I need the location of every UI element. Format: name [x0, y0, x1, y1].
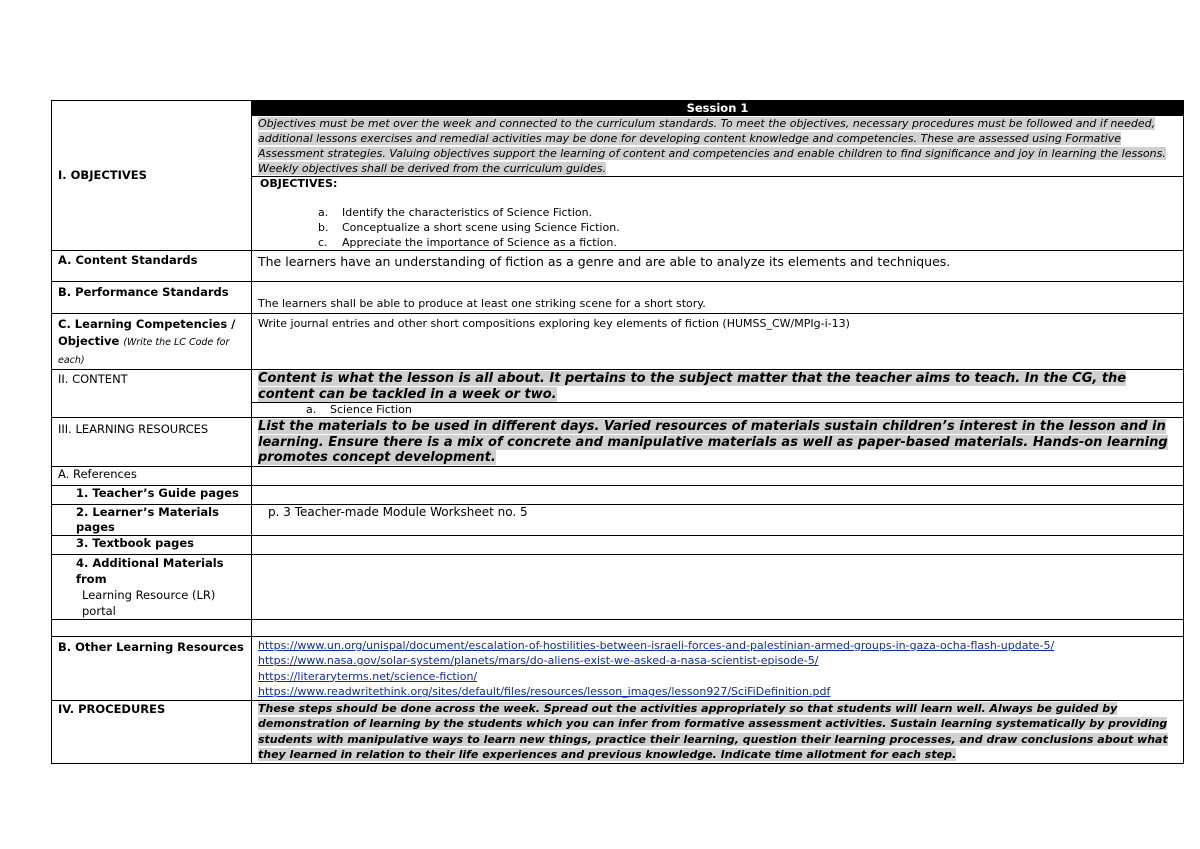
learning-resources-label: III. LEARNING RESOURCES	[52, 418, 252, 467]
procedures-intro-text: These steps should be done across the week. Spread out the activities appropriately so that students will learn well. Always be guided by demonstration of learning by the students which you can infer from formative assessment activities. Sustain learning systematically by providing students with manipulative ways to learn new things, practice their learning, question their learning processes, and draw conclusions about what they learned in relation to their life experiences and previous knowledge. Indicate time allotment for each step.	[258, 701, 1168, 761]
objective-item	[318, 205, 1177, 220]
content-standards-value: The learners have an understanding of fiction as a genre and are able to analyze its elements and techniques.	[252, 251, 1184, 282]
textbook-row	[52, 535, 1184, 554]
blank-value	[252, 619, 1184, 636]
objective-item	[318, 220, 1177, 235]
competencies-value: Write journal entries and other short compositions exploring key elements of fiction (HUMSS_CW/MPIg-i-13)	[252, 314, 1184, 370]
objectives-list-cell	[252, 177, 1184, 251]
resource-link[interactable]: https://literaryterms.net/science-fiction/	[258, 669, 478, 683]
learning-resources-row	[52, 418, 1184, 467]
objectives-intro-text: Objectives must be met over the week and connected to the curriculum standards. To meet the objectives, necessary procedures must be followed and if needed, additional lessons exercises and remedial activities may be done for developing content knowledge and competencies. These are assessed using Formative Assessment strategies. Valuing objectives support the learning of content and competencies and enable children to find significance and joy in learning the lessons. Weekly objectives shall be derived from the curriculum guides.	[258, 117, 1166, 175]
competencies-note: (Write the LC Code for each)	[58, 337, 230, 366]
procedures-label: IV. PROCEDURES	[52, 700, 252, 763]
content-intro-cell	[252, 370, 1184, 403]
references-value	[252, 466, 1184, 485]
lesson-plan-table	[51, 100, 1184, 764]
objective-marker: c.	[318, 236, 328, 249]
content-item-text: Science Fiction	[330, 403, 412, 416]
objective-marker: b.	[318, 221, 329, 234]
content-item-cell	[252, 403, 1184, 418]
content-item-marker: a.	[306, 403, 317, 416]
performance-standards-row	[52, 282, 1184, 314]
session-header: Session 1	[252, 101, 1184, 116]
procedures-row	[52, 700, 1184, 763]
learning-resources-intro-cell	[252, 418, 1184, 467]
competencies-label: C. Learning Competencies / Objective	[58, 317, 236, 348]
learners-materials-label: 2. Learner’s Materials pages	[52, 504, 252, 535]
resource-link[interactable]: https://www.readwritethink.org/sites/default/files/resources/lesson_images/lesson927/SciFiDefinition.pdf	[258, 685, 831, 698]
objective-text: Identify the characteristics of Science Fiction.	[342, 206, 593, 219]
objective-marker: a.	[318, 206, 329, 219]
competencies-label-cell	[52, 314, 252, 370]
teachers-guide-label: 1. Teacher’s Guide pages	[52, 485, 252, 504]
objectives-label: I. OBJECTIVES	[52, 101, 252, 251]
other-resources-links	[252, 636, 1184, 700]
competencies-row	[52, 314, 1184, 370]
other-resources-label: B. Other Learning Resources	[52, 636, 252, 700]
additional-materials-label-cell	[52, 554, 252, 619]
other-resources-row	[52, 636, 1184, 700]
teachers-guide-row	[52, 485, 1184, 504]
content-standards-label: A. Content Standards	[52, 251, 252, 282]
content-label: II. CONTENT	[52, 370, 252, 418]
learners-materials-row	[52, 504, 1184, 535]
content-intro-text: Content is what the lesson is all about. It pertains to the subject matter that the teacher aims to teach. In the CG, the content can be tackled in a week or two.	[258, 371, 1127, 402]
session-header-row	[52, 101, 1184, 116]
objective-text: Appreciate the importance of Science as a fiction.	[342, 236, 617, 249]
performance-standards-label: B. Performance Standards	[52, 282, 252, 314]
additional-materials-label: 4. Additional Materials from	[76, 555, 224, 586]
content-standards-row	[52, 251, 1184, 282]
objectives-heading: OBJECTIVES:	[260, 177, 338, 190]
objectives-intro-cell	[252, 116, 1184, 177]
textbook-label: 3. Textbook pages	[52, 535, 252, 554]
objectives-list	[258, 205, 1177, 250]
additional-materials-label-line2: Learning Resource (LR) portal	[82, 587, 216, 618]
procedures-intro-cell	[252, 700, 1184, 763]
teachers-guide-value	[252, 485, 1184, 504]
objective-text: Conceptualize a short scene using Science Fiction.	[342, 221, 620, 234]
content-row	[52, 370, 1184, 403]
objective-item	[318, 235, 1177, 250]
performance-standards-value: The learners shall be able to produce at least one striking scene for a short story.	[252, 282, 1184, 314]
references-row	[52, 466, 1184, 485]
references-label: A. References	[52, 466, 252, 485]
learners-materials-value: p. 3 Teacher-made Module Worksheet no. 5	[252, 504, 1184, 535]
resource-link[interactable]: https://www.nasa.gov/solar-system/planets/mars/do-aliens-exist-we-asked-a-nasa-scientist-episode-5/	[258, 654, 819, 667]
additional-materials-value	[252, 554, 1184, 619]
blank-row	[52, 619, 1184, 636]
resource-link[interactable]: https://www.un.org/unispal/document/escalation-of-hostilities-between-israeli-forces-and-palestinian-armed-groups-in-gaza-ocha-flash-update-5/	[258, 638, 1055, 652]
blank-label	[52, 619, 252, 636]
lesson-plan-document	[51, 100, 1183, 764]
learning-resources-intro-text: List the materials to be used in different days. Varied resources of materials sustain children’s interest in the lesson and in learning. Ensure there is a mix of concrete and manipulative materials as well as paper-based materials. Hands-on learning promotes concept development.	[258, 419, 1168, 465]
textbook-value	[252, 535, 1184, 554]
additional-materials-row	[52, 554, 1184, 619]
